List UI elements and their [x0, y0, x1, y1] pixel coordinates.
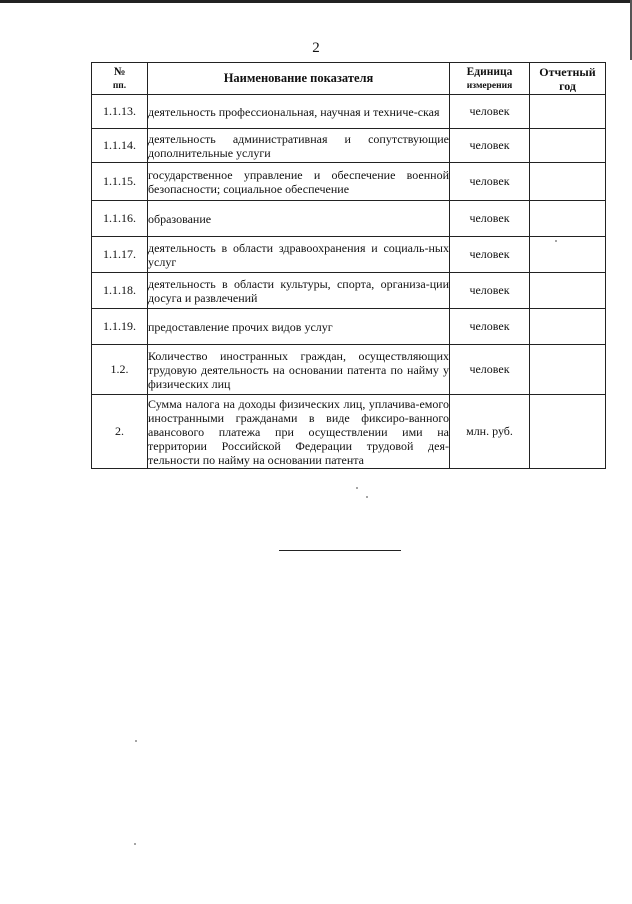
row-number: 1.1.19. [92, 309, 148, 345]
header-reporting-year [530, 63, 606, 95]
header-number-symbol: № [113, 65, 126, 78]
header-unit-line2: измерения [466, 80, 513, 91]
table-row [92, 95, 606, 129]
row-year-value [530, 129, 606, 163]
header-indicator-name: Наименование показателя [148, 63, 450, 95]
row-unit: человек [450, 95, 530, 129]
header-number [92, 63, 148, 95]
row-indicator-name: деятельность в области культуры, спорта, организа-ции досуга и развлечений [148, 273, 450, 309]
row-number: 1.1.17. [92, 237, 148, 273]
row-indicator-name: Количество иностранных граждан, осуществляющих трудовую деятельность на основании патента по найму у физических лиц [148, 345, 450, 395]
row-number: 1.1.14. [92, 129, 148, 163]
row-indicator-name: предоставление прочих видов услуг [148, 309, 450, 345]
scan-top-edge [0, 0, 632, 3]
row-year-value [530, 95, 606, 129]
row-year-value [530, 273, 606, 309]
header-unit-line1: Единица [466, 65, 513, 78]
scan-speck [356, 487, 358, 489]
header-year-line1: Отчетный [539, 64, 596, 79]
row-unit: человек [450, 309, 530, 345]
row-unit: млн. руб. [450, 395, 530, 469]
table-row [92, 309, 606, 345]
table-row [92, 201, 606, 237]
row-unit: человек [450, 163, 530, 201]
table-row [92, 273, 606, 309]
table-row [92, 163, 606, 201]
row-indicator-name: государственное управление и обеспечение военной безопасности; социальное обеспечение [148, 163, 450, 201]
row-year-value [530, 201, 606, 237]
row-unit: человек [450, 129, 530, 163]
table-header-row [92, 63, 606, 95]
row-unit: человек [450, 201, 530, 237]
row-number: 1.1.18. [92, 273, 148, 309]
row-indicator-name: деятельность профессиональная, научная и техниче-ская [148, 95, 450, 129]
scan-speck [555, 240, 557, 242]
row-year-value [530, 345, 606, 395]
row-year-value [530, 237, 606, 273]
row-unit: человек [450, 345, 530, 395]
indicators-table [91, 62, 606, 469]
row-number: 2. [92, 395, 148, 469]
row-indicator-name: образование [148, 201, 450, 237]
row-unit: человек [450, 273, 530, 309]
table-row [92, 345, 606, 395]
row-year-value [530, 163, 606, 201]
row-number: 1.1.13. [92, 95, 148, 129]
scan-speck [134, 843, 136, 845]
row-indicator-name: деятельность в области здравоохранения и социаль-ных услуг [148, 237, 450, 273]
closing-rule [279, 550, 401, 551]
row-indicator-name: деятельность административная и сопутствующие дополнительные услуги [148, 129, 450, 163]
row-year-value [530, 395, 606, 469]
header-year-line2: год [559, 78, 576, 93]
row-number: 1.1.16. [92, 201, 148, 237]
row-unit: человек [450, 237, 530, 273]
header-unit [450, 63, 530, 95]
table-row [92, 129, 606, 163]
table-row [92, 395, 606, 469]
row-number: 1.1.15. [92, 163, 148, 201]
table-row [92, 237, 606, 273]
page-number: 2 [312, 40, 320, 56]
row-year-value [530, 309, 606, 345]
scan-speck [366, 496, 368, 498]
row-number: 1.2. [92, 345, 148, 395]
header-number-abbr: пп. [112, 80, 127, 91]
scan-speck [135, 740, 137, 742]
row-indicator-name: Сумма налога на доходы физических лиц, уплачива-емого иностранными гражданами в виде фиксиро-ванного авансового платежа при осуществлении ими на территории Российской Федерации трудовой дея-тельности по найму на основании патента [148, 396, 449, 467]
